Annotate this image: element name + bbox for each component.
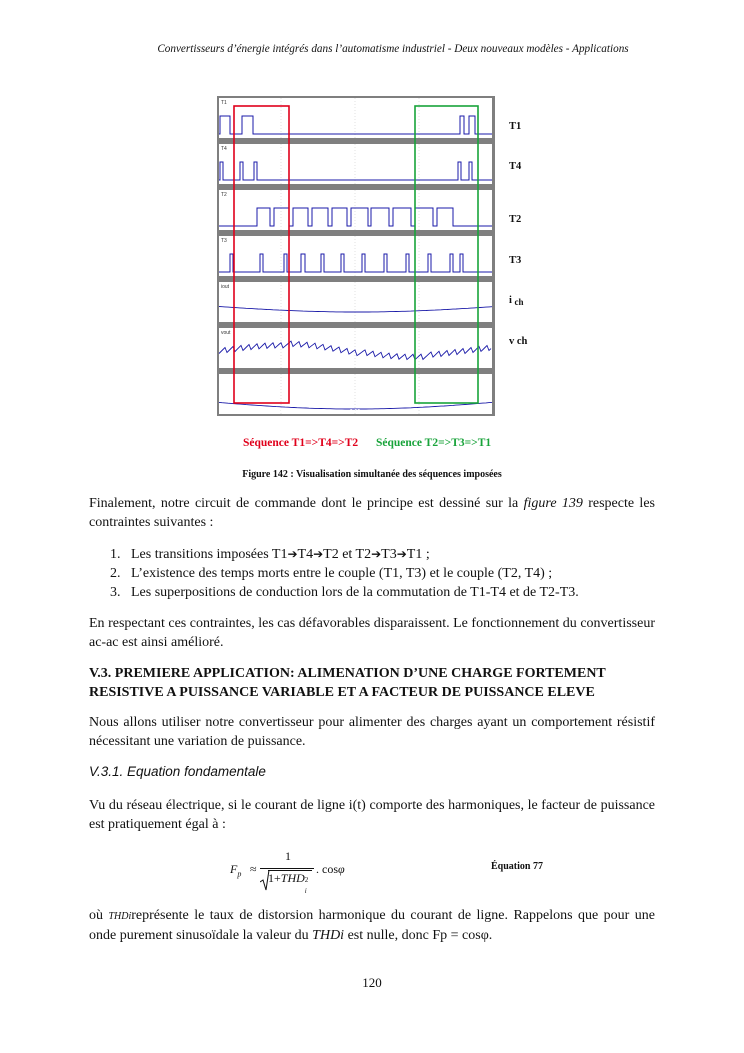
trace-label-t2: T2 — [509, 214, 522, 225]
panel-label: T3 — [221, 238, 227, 244]
equation-number: Équation 77 — [491, 861, 543, 872]
list-item: 3. Les superpositions de conduction lors de la commutation de T1-T4 et de T2-T3. — [110, 585, 579, 600]
eq-fraction-bar — [260, 868, 314, 869]
sequence-green-label: Séquence T2=>T3=>T1 — [376, 437, 492, 449]
eq-numerator: 1 — [285, 849, 291, 863]
panel-label: T1 — [221, 100, 227, 106]
paragraph-3: Nous allons utiliser notre convertisseur pour alimenter des charges ayant un comportement résistif nécessitant une variation de puissance. — [89, 715, 655, 749]
arrow-right-icon: ➔ — [396, 547, 407, 561]
trace-label-ich: i ch — [509, 295, 524, 307]
panel-label: iout — [221, 284, 230, 290]
paragraph-2: En respectant ces contraintes, les cas défavorables disparaissent. Le fonctionnement du convertisseur ac-ac est ainsi amélioré. — [89, 616, 655, 650]
trace-label-t3: T3 — [509, 255, 522, 266]
panel-label: vout — [221, 330, 231, 336]
panel-label: T2 — [221, 192, 227, 198]
arrow-right-icon: ➔ — [287, 547, 298, 561]
sequence-red-label: Séquence T1=>T4=>T2 — [243, 437, 359, 449]
arrow-right-icon: ➔ — [313, 547, 324, 561]
power-factor-equation — [230, 848, 360, 896]
section-heading: V.3. PREMIERE APPLICATION: ALIMENATION D’UNE CHARGE FORTEMENT RESISTIVE A PUISSANCE VARIABLE ET A FACTEUR DE PUISSANCE ELEVE — [89, 666, 606, 700]
paragraph-1: Finalement, notre circuit de commande dont le principe est dessiné sur la figure 139 respecte les contraintes suivantes : — [89, 496, 655, 530]
paragraph-5: où THDireprésente le taux de distorsion harmonique du courant de ligne. Rappelons que pour une onde purement sinusoïdale la valeur du THDi est nulle, donc Fp = cosφ. — [89, 908, 655, 943]
scope-panel — [219, 374, 492, 414]
eq-denominator: 1+THD 2 i — [268, 870, 312, 886]
figure-caption: Figure 142 : Visualisation simultanée des séquences imposées — [242, 469, 502, 480]
scope-panel — [219, 98, 492, 138]
list-item: 1. Les transitions imposées T1➔T4➔T2 et T2➔T3➔T1 ; — [110, 547, 430, 562]
x-tick-label: 0.025 — [475, 409, 489, 415]
scope-plot — [217, 96, 495, 416]
trace-label-vch: v ch — [509, 336, 528, 347]
page-number: 120 — [362, 975, 382, 990]
scope-panel — [219, 282, 492, 322]
trace-label-t4: T4 — [509, 161, 522, 172]
eq-cos: . cosφ — [316, 862, 345, 876]
running-header: Convertisseurs d’énergie intégrés dans l’automatisme industriel - Deux nouveaux modèles - Applications — [157, 43, 629, 55]
x-tick-label: 0.02 — [349, 409, 361, 415]
subsection-heading: V.3.1. Equation fondamentale — [89, 764, 266, 779]
scope-panel — [219, 190, 492, 230]
constraints-list — [110, 545, 670, 602]
eq-lhs: $F_p$ — [230, 862, 242, 879]
eq-approx: ≈ — [250, 862, 257, 876]
scope-figure — [217, 96, 495, 416]
scope-panel — [219, 144, 492, 184]
figure-reference: figure 139 — [523, 496, 583, 511]
trace-label-t1: T1 — [509, 121, 522, 132]
paragraph-4: Vu du réseau électrique, si le courant de ligne i(t) comporte des harmoniques, le facteur de puissance est pratiquement égal à : — [89, 798, 655, 832]
list-item: 2. L’existence des temps morts entre le couple (T1, T3) et le couple (T2, T4) ; — [110, 566, 553, 581]
panel-label: T4 — [221, 146, 227, 152]
x-tick-label: 0.015 — [274, 409, 288, 415]
arrow-right-icon: ➔ — [371, 547, 382, 561]
